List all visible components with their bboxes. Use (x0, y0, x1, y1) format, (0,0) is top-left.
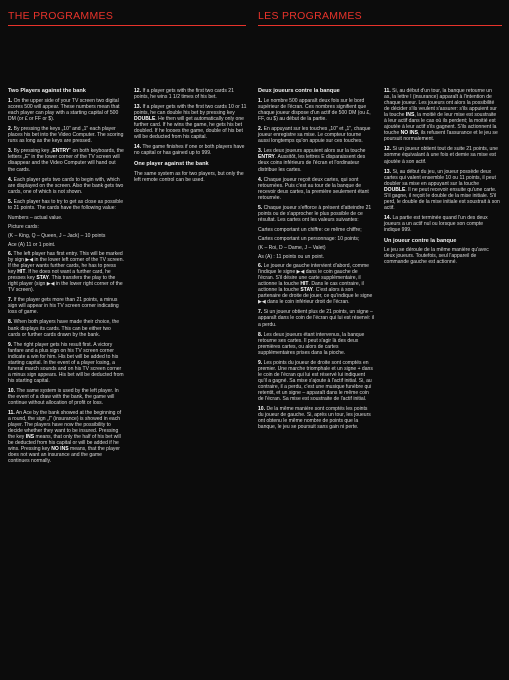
numbered-paragraph (8, 297, 124, 315)
paragraph-number: 11. (8, 410, 15, 417)
numbered-paragraph (8, 199, 124, 211)
paragraph-text: Chaque joueur reçoit deux cartes, qui sont retournées. Puis c'est au tour de la banque de recevoir deux cartes, la première seulement étant retournée. (258, 176, 369, 201)
numbered-paragraph (258, 177, 374, 201)
paragraph-number: 10. (258, 406, 266, 413)
paragraph-number: 6. (8, 250, 13, 257)
paragraph-number: 3. (8, 148, 13, 155)
paragraph-number: 11. (384, 88, 391, 94)
paragraph-number: 4. (8, 176, 13, 183)
text-column-4 (384, 88, 500, 268)
plain-text-line: Cartes comportant un personnage: 10 points; (258, 235, 360, 242)
paragraph-number: 3. (258, 148, 263, 155)
plain-text-line: Cartes comportant un chiffre: ce même chiffre; (258, 226, 362, 233)
paragraph-number: 12. (134, 88, 142, 94)
numbered-paragraph (8, 126, 124, 144)
paragraph-text: La partie est terminée quand l'un des deux joueurs a un actif nul ou lorsque son compte indique 999. (384, 214, 488, 233)
paragraph-text: By pressing the keys „10" and „1" each player places his bet into the Video Computer. The scoring runs as long as the keys are pressed. (8, 126, 124, 145)
numbered-paragraph (8, 251, 124, 293)
paragraph-text: If the player gets more than 21 points, a minus sign will appear in his TV screen corner indicating loss of game. (8, 297, 119, 316)
paragraph-text: Si, au début d'un tour, la banque retourne un as, la lettre I (insurance) apparaît à l'intention de chaque joueur. Les joueurs ont alors la possibilité de décider s'ils veulent s'assurer: s'ils appuient sur la touche INS, la moitié de leur mise est soustraite à leur actif dans le cas où ils perdent; la moitié est ajoutée à leur actif s'ils gagnent. S'ils actionnent la touche NO INS, ils refusent l'assurance et le jeu se poursuit normalement. (384, 88, 498, 143)
paragraph-text: On the upper side of your TV screen two digital scores 500 will appear. These numbers mean that each player can play with a starting capital of 500 DM (or £ or FF or $). (8, 98, 120, 123)
paragraph-text: By pressing key „ENTRY" on both keyboards, the letters „E" in the lower corner of the TV screen will disappear and the Video Computer will hand out the cards. (8, 148, 124, 173)
plain-text-line: (K – King, Q – Queen, J – Jack) – 10 points (8, 232, 106, 239)
paragraph-number: 9. (258, 359, 263, 366)
numbered-paragraph (384, 88, 500, 142)
numbered-paragraph (384, 215, 500, 233)
paragraph-text: The same system is used by the left player. In the event of a draw with the bank, the game will continue without allocation of profit or loss. (8, 387, 119, 407)
plain-text-line: Le jeu se déroule de la même manière qu'avec deux joueurs. Toutefois, seul l'appareil de commande gauche est actionné. (384, 247, 489, 266)
numbered-paragraph (8, 319, 124, 337)
paragraph-number: 8. (258, 331, 263, 338)
paragraph-text: Chaque joueur s'efforce à présent d'atteindre 21 points ou de s'approcher le plus possible de ce résultat. Les cartes ont les valeurs suivantes: (258, 204, 372, 223)
plain-text-line: Numbers – actual value. (8, 214, 63, 221)
plain-text-line: As (A) : 11 points ou un point. (258, 254, 325, 261)
paragraph-text: En appuyant sur les touches „10" et „1", chaque joueur enregistre sa mise. Le compteur tourne aussi longtemps qu'on appuie sur ces touches. (258, 126, 371, 145)
numbered-paragraph (134, 88, 250, 100)
numbered-paragraph (134, 104, 250, 140)
paragraph-text: Si un joueur obtient plus de 21 points, un signe – apparaît dans le coin de l'écran qui lui est réservé: il a perdu. (258, 309, 374, 328)
numbered-paragraph (258, 406, 374, 430)
paragraph-number: 1. (8, 98, 13, 105)
paragraph-number: 8. (8, 319, 13, 326)
paragraph-number: 13. (134, 104, 142, 111)
numbered-paragraph (134, 144, 250, 156)
paragraph-number: 2. (8, 126, 13, 133)
text-column-3 (258, 88, 374, 434)
paragraph-text: De la même manière sont comptés les points du joueur de gauche. Si, après un tour, les joueurs ont obtenu le même nombre de points que la banque, le jeu se poursuit sans gain ni perte. (258, 406, 371, 431)
text-column-2 (134, 88, 250, 186)
paragraph-number: 6. (258, 263, 263, 270)
paragraph-number: 1. (258, 98, 263, 105)
text-column-1 (8, 88, 124, 468)
paragraph-number: 4. (258, 176, 263, 183)
paragraph-number: 12. (384, 146, 392, 153)
paragraph-text: The left player has first entry. This will be marked by sign ▶◀ in the lower left corner of the TV screen. If the player wants further cards, he has to press key HIT. If he does not want a further card, he presses key STAY. This transfers the play to the right player (sign ▶◀ in the lower right corner of the TV screen). (8, 250, 124, 294)
paragraph-text: If a player gets with the first two cards 21 points, he wins 1 1/2 times of his bet. (134, 88, 234, 101)
numbered-paragraph (258, 148, 374, 172)
numbered-paragraph (8, 148, 124, 172)
paragraph-text: If a player gets with the first two cards 10 or 11 points, he can double his bet by pressing key DOUBLE. He then will get automatically only one further card. If he wins the game, he gets his bet doubled. If he looses the game, double of his bet will be deducted from his capital. (134, 104, 247, 141)
numbered-paragraph (8, 342, 124, 384)
header-divider-left (8, 25, 246, 26)
paragraph-text: Each player has to try to get as close as possible to 21 points. The cards have the following value: (8, 198, 124, 211)
numbered-paragraph (8, 98, 124, 122)
paragraph-text: When both players have made their choice, the bank displays its cards. This can be either two cards or further cards drawn by the bank. (8, 319, 120, 338)
paragraph-text: Each player gets two cards to begin with, which are displayed on the screen. Also the bank gets two cards, one of which is not shown. (8, 176, 124, 195)
paragraph-number: 14. (384, 214, 392, 221)
paragraph-text: Les deux joueurs appuient alors sur la touche ENTRY. Aussitôt, les lettres E disparaissent des deux coins inférieurs de l'écran et l'ordinateur distribue les cartes. (258, 148, 366, 173)
paragraph-text: Les deux joueurs étant intervenus, la banque retourne ses cartes. Il peut s'agir là des deux premières cartes, ou alors de cartes supplémentaires prises dans la pioche. (258, 331, 365, 356)
paragraph-text: Le joueur de gauche intervient d'abord, comme l'indique le signe ▶◀ dans le coin gauche de l'écran. S'il désire une carte supplémentaire, il actionne la touche HIT. Dans le cas contraire, il actionne la touche STAY. C'est alors à son partenaire de droite de jouer, ce qu'indique le signe ▶◀ dans le coin inférieur droit de l'écran. (258, 263, 373, 306)
subsection-heading: One player against the bank (134, 161, 209, 168)
numbered-paragraph (258, 98, 374, 122)
numbered-paragraph (258, 309, 374, 327)
numbered-paragraph (258, 332, 374, 356)
numbered-paragraph (8, 410, 124, 464)
numbered-paragraph (8, 388, 124, 406)
numbered-paragraph (258, 360, 374, 402)
paragraph-number: 5. (8, 198, 13, 205)
plain-text-line: (K – Roi, D – Dame, J – Valet) (258, 244, 326, 251)
paragraph-text: Si un joueur obtient tout de suite 21 points, une somme équivalant à une fois et demie sa mise est ajoutée à son actif. (384, 146, 498, 165)
plain-text-line: The same system as for two players, but only the left remote control can be used. (134, 170, 244, 183)
page-title-english: THE PROGRAMMES (8, 10, 114, 22)
numbered-paragraph (384, 169, 500, 211)
paragraph-number: 5. (258, 204, 263, 211)
header-divider-right (258, 25, 502, 26)
plain-text-line: Ace (A) 11 or 1 point. (8, 241, 56, 248)
numbered-paragraph (8, 177, 124, 195)
paragraph-text: Les points du joueur de droite sont comptés en premier. Une marche triomphale et un signe + dans le coin de l'écran qui lui est réservé lui indiquent qu'il a gagné. Sa mise s'ajoute à l'actif initial. Si, au contraire, il a perdu, c'est une musique funèbre qui retentit, et un signe – apparaît dans le même coin de l'écran. Sa mise est soustraite de l'actif initial. (258, 359, 373, 403)
numbered-paragraph (258, 263, 374, 305)
paragraph-number: 9. (8, 341, 13, 348)
section-heading: Two Players against the bank (8, 88, 86, 94)
paragraph-number: 7. (8, 297, 13, 304)
numbered-paragraph (384, 146, 500, 164)
plain-text-line: Picture cards: (8, 223, 39, 230)
paragraph-text: Le nombre 500 apparaît deux fois sur le bord supérieur de l'écran. Ces nombres signifient que chaque joueur dispose d'un actif de 500 DM (ou £, FF, ou $) au début de la partie. (258, 98, 371, 123)
paragraph-text: An Ace by the bank showed at the beginning of a round, the sign „I" (insurance) is showed in each player. The players have now the possibility to decide whether they want to be insured. Pressing the key INS means, that only the half of his bet will be deducted from his capital or will be added if he wins. Pressing key NO INS means, that the player does not want an insurance and the game continues normally. (8, 410, 122, 465)
paragraph-number: 13. (384, 168, 392, 175)
section-heading: Deux joueurs contre la banque (258, 88, 340, 94)
numbered-paragraph (258, 126, 374, 144)
paragraph-text: The game finishes if one or both players have no capital or has gained up to 999. (134, 144, 245, 157)
paragraph-text: The right player gets his result first. A victory fanfare and a plus sign on his TV screen corner indicate a win for him. His bet will be added to his starting capital. In the event of a player losing, a funeral march sounds and on his TV screen corner a minus sign appears. His bet will be deducted from his starting capital. (8, 341, 124, 384)
paragraph-number: 10. (8, 387, 16, 394)
numbered-paragraph (258, 205, 374, 223)
paragraph-number: 7. (258, 309, 263, 316)
paragraph-text: Si, au début du jeu, un joueur possède deux cartes qui valent ensemble 10 ou 11 points, il peut doubler sa mise en appuyant sur la touche DOUBLE. Il ne peut recevoir ensuite qu'une carte. S'il gagne, il reçoit le double de la mise initiale. S'il perd, le double de la mise initiale est soustrait à son actif. (384, 168, 500, 211)
subsection-heading: Un joueur contre la banque (384, 238, 457, 245)
paragraph-number: 14. (134, 144, 142, 151)
paragraph-number: 2. (258, 126, 263, 133)
page-title-french: LES PROGRAMMES (258, 10, 362, 22)
